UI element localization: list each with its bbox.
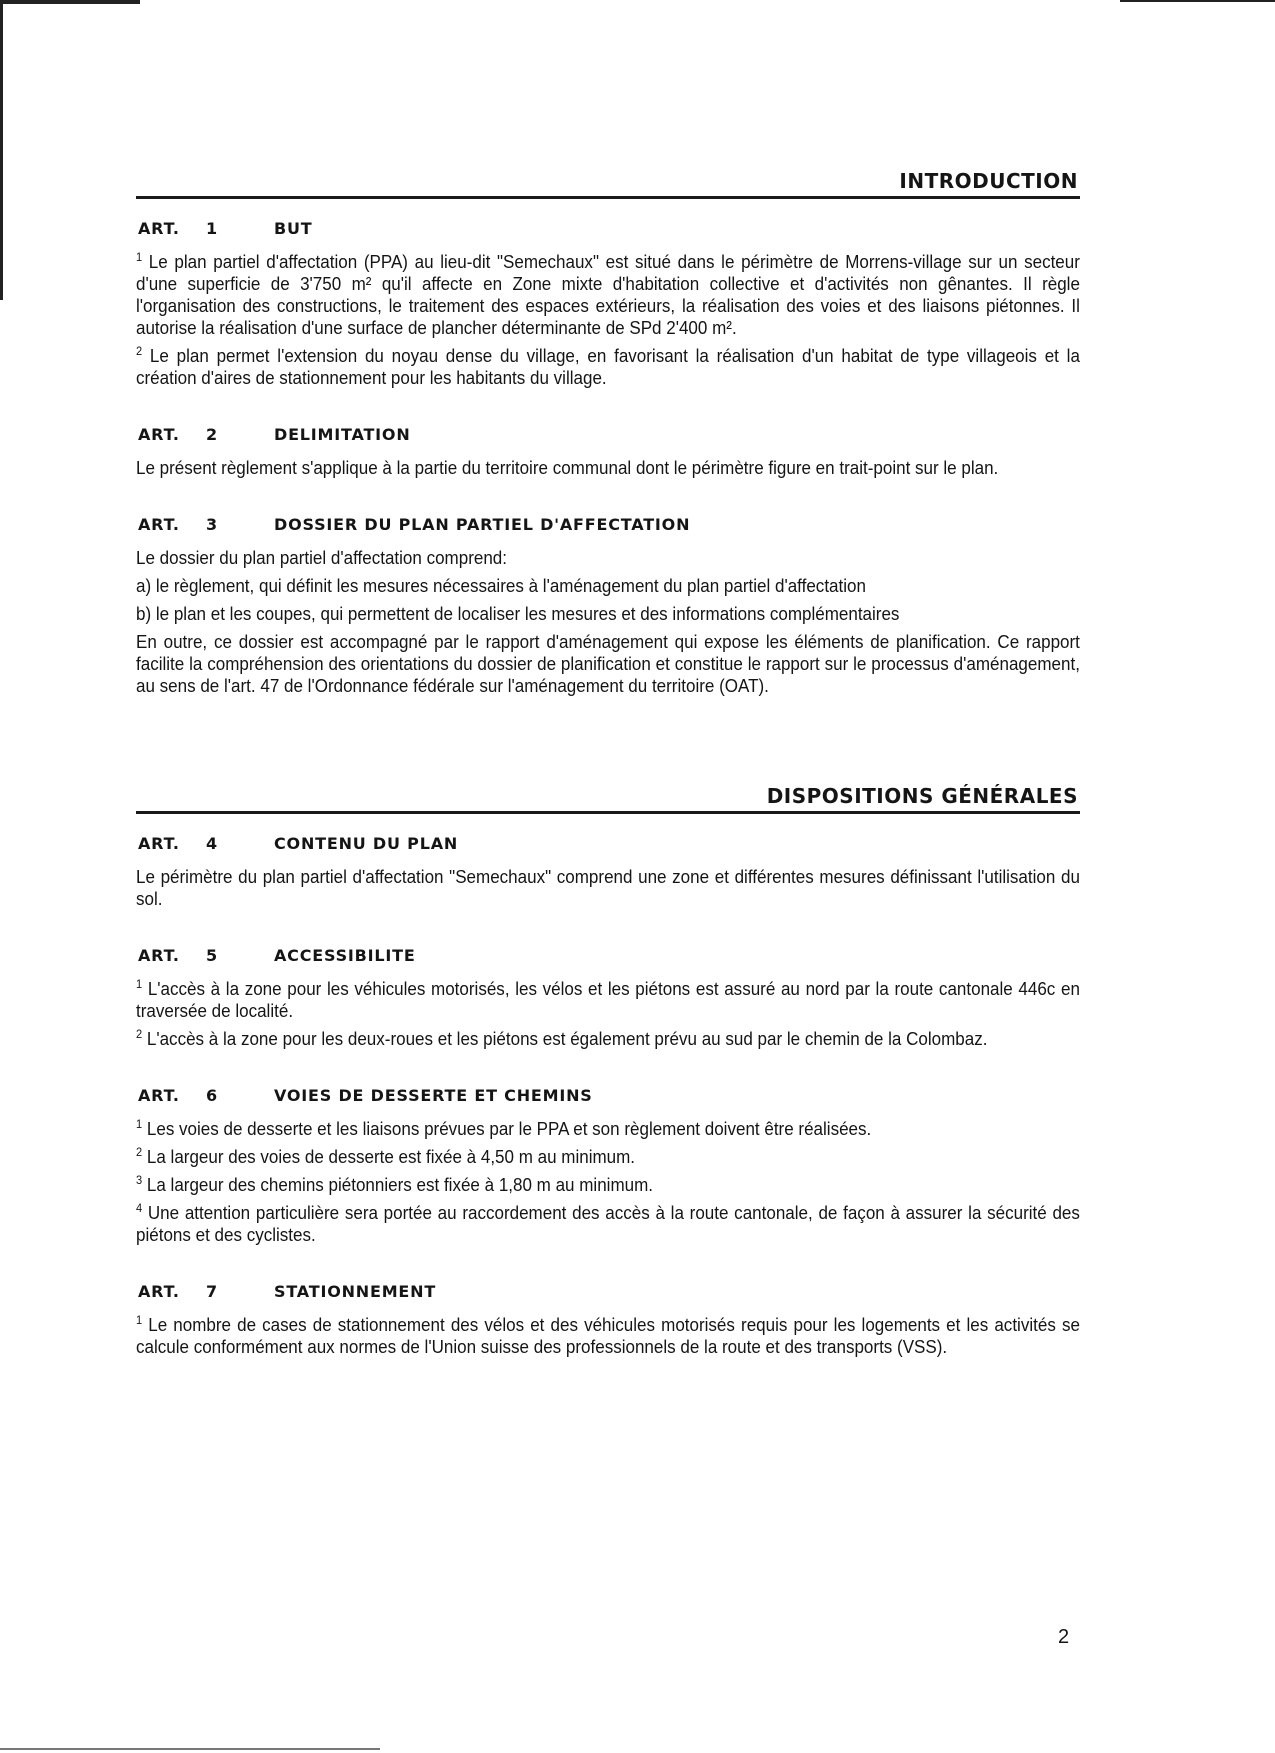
article-paragraph xyxy=(136,345,1080,389)
article-heading xyxy=(136,515,1080,537)
article-number: 4 xyxy=(206,834,218,853)
article-label: ART. xyxy=(138,946,180,965)
article-paragraph xyxy=(136,1028,1080,1050)
article-title: VOIES DE DESSERTE ET CHEMINS xyxy=(274,1086,593,1105)
article-paragraph xyxy=(136,631,1080,697)
article-label: ART. xyxy=(138,834,180,853)
article-paragraph xyxy=(136,978,1080,1022)
article-paragraph xyxy=(136,457,1080,479)
paragraph-text: Le plan permet l'extension du noyau dense du village, en favorisant la réalisation d'un habitat de type villageois et la création d'aires de stationnement pour les habitants du village. xyxy=(136,345,1080,388)
paragraph-text: Le dossier du plan partiel d'affectation comprend: xyxy=(136,547,508,568)
paragraph-text: En outre, ce dossier est accompagné par le rapport d'aménagement qui expose les éléments de planification. Ce rapport facilite la compréhension des orientations du dossier de planification et constitue le rapport sur le processus d'aménagement, au sens de l'art. 47 de l'Ordonnance fédérale sur l'aménagement du territoire (OAT). xyxy=(136,631,1080,696)
scan-edge-mark-top-left xyxy=(0,0,140,4)
article-number: 7 xyxy=(206,1282,218,1301)
article-title: ACCESSIBILITE xyxy=(274,946,416,965)
article-number: 2 xyxy=(206,425,218,444)
paragraph-text: L'accès à la zone pour les deux-roues et les piétons est également prévu au sud par le chemin de la Colombaz. xyxy=(142,1028,988,1049)
article-heading xyxy=(136,219,1080,241)
article-heading xyxy=(136,1086,1080,1108)
paragraph-text: Le périmètre du plan partiel d'affectation "Semechaux" comprend une zone et différentes mesures définissant l'utilisation du sol. xyxy=(136,866,1080,909)
article-paragraph xyxy=(136,251,1080,339)
paragraph-text: La largeur des voies de desserte est fixée à 4,50 m au minimum. xyxy=(142,1146,636,1167)
article-number: 6 xyxy=(206,1086,218,1105)
article-paragraph xyxy=(136,1314,1080,1358)
paragraph-number: 3 xyxy=(136,1172,143,1187)
paragraph-number: 4 xyxy=(136,1200,143,1215)
article-heading xyxy=(136,1282,1080,1304)
article-label: ART. xyxy=(138,515,180,534)
article-number: 5 xyxy=(206,946,218,965)
article-paragraph xyxy=(136,866,1080,910)
article-label: ART. xyxy=(138,1086,180,1105)
article-label: ART. xyxy=(138,425,180,444)
article-paragraph xyxy=(136,1146,1080,1168)
article-1 xyxy=(136,219,1080,389)
article-3 xyxy=(136,515,1080,697)
section-header xyxy=(136,775,1080,814)
section-dispositions-generales xyxy=(136,775,1080,1358)
article-2 xyxy=(136,425,1080,479)
article-title: BUT xyxy=(274,219,313,238)
paragraph-text: a) le règlement, qui définit les mesures nécessaires à l'aménagement du plan partiel d'affectation xyxy=(136,575,866,596)
paragraph-text: Le nombre de cases de stationnement des vélos et des véhicules motorisés requis pour les logements et les activités se calcule conformément aux normes de l'Union suisse des professionnels de la route et des transports (VSS). xyxy=(136,1314,1080,1357)
article-title: CONTENU DU PLAN xyxy=(274,834,459,853)
paragraph-number: 1 xyxy=(136,249,143,264)
article-paragraph xyxy=(136,575,1080,597)
article-title: DELIMITATION xyxy=(274,425,411,444)
article-paragraph xyxy=(136,1174,1080,1196)
article-paragraph xyxy=(136,1202,1080,1246)
paragraph-number: 2 xyxy=(136,1026,143,1041)
article-number: 3 xyxy=(206,515,218,534)
paragraph-number: 1 xyxy=(136,976,143,991)
scan-edge-mark-left xyxy=(0,0,3,300)
article-paragraph xyxy=(136,603,1080,625)
article-4 xyxy=(136,834,1080,910)
article-5 xyxy=(136,946,1080,1050)
section-title: INTRODUCTION xyxy=(899,169,1078,193)
paragraph-text: Une attention particulière sera portée au raccordement des accès à la route cantonale, de façon à assurer la sécurité des piétons et des cyclistes. xyxy=(136,1202,1080,1245)
paragraph-number: 2 xyxy=(136,1144,143,1159)
document-content xyxy=(136,160,1080,1394)
article-7 xyxy=(136,1282,1080,1358)
paragraph-text: La largeur des chemins piétonniers est fixée à 1,80 m au minimum. xyxy=(142,1174,654,1195)
paragraph-text: L'accès à la zone pour les véhicules motorisés, les vélos et les piétons est assuré au nord par la route cantonale 446c en traversée de localité. xyxy=(136,978,1080,1021)
article-paragraph xyxy=(136,1118,1080,1140)
page-number: 2 xyxy=(1058,1626,1070,1648)
paragraph-text: Le plan partiel d'affectation (PPA) au lieu-dit "Semechaux" est situé dans le périmètre de Morrens-village sur un secteur d'une superficie de 3'750 m² qu'il affecte en Zone mixte d'habitation collective et d'activités non gênantes. Il règle l'organisation des constructions, le traitement des espaces extérieurs, la réalisation des voies et des liaisons piétonnes. Il autorise la réalisation d'une surface de plancher déterminante de SPd 2'400 m². xyxy=(136,251,1080,338)
paragraph-number: 1 xyxy=(136,1116,143,1131)
article-heading xyxy=(136,425,1080,447)
article-heading xyxy=(136,834,1080,856)
section-spacer xyxy=(136,733,1080,775)
article-6 xyxy=(136,1086,1080,1246)
section-introduction xyxy=(136,160,1080,697)
article-title: DOSSIER DU PLAN PARTIEL D'AFFECTATION xyxy=(274,515,691,534)
article-label: ART. xyxy=(138,1282,180,1301)
section-title: DISPOSITIONS GÉNÉRALES xyxy=(766,784,1078,808)
scan-edge-mark-bottom xyxy=(0,1748,380,1750)
article-label: ART. xyxy=(138,219,180,238)
paragraph-number: 2 xyxy=(136,343,143,358)
scan-edge-mark-top-right xyxy=(1120,0,1275,2)
article-title: STATIONNEMENT xyxy=(274,1282,437,1301)
section-header xyxy=(136,160,1080,199)
paragraph-text: Le présent règlement s'applique à la partie du territoire communal dont le périmètre figure en trait-point sur le plan. xyxy=(136,457,999,478)
paragraph-text: Les voies de desserte et les liaisons prévues par le PPA et son règlement doivent être réalisées. xyxy=(142,1118,872,1139)
article-heading xyxy=(136,946,1080,968)
article-paragraph xyxy=(136,547,1080,569)
article-number: 1 xyxy=(206,219,218,238)
paragraph-text: b) le plan et les coupes, qui permettent de localiser les mesures et des informations complémentaires xyxy=(136,603,900,624)
paragraph-number: 1 xyxy=(136,1312,143,1327)
